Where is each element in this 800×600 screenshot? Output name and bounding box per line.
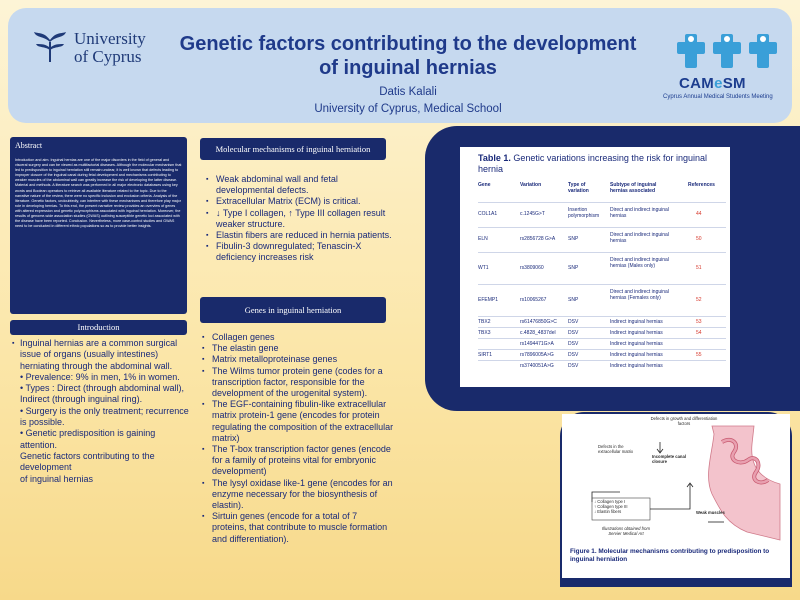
figure-label-growth: Defects in growth and differentiation factors <box>650 416 718 426</box>
table-cell-subtype: Direct and indirect inguinal hernias (Females only) <box>610 289 669 301</box>
mechanisms-figure <box>562 414 790 578</box>
table-cell-type: SNP <box>568 265 579 271</box>
table-row <box>478 360 726 371</box>
table-row <box>478 227 726 252</box>
university-name-line1: University <box>74 29 146 48</box>
table-cell-subtype: Indirect inguinal hernias <box>610 341 663 347</box>
table-caption <box>478 153 728 175</box>
table-cell-type: DSV <box>568 330 579 336</box>
table-cell-subtype: Direct and indirect inguinal hernias (Males only) <box>610 257 669 269</box>
camesm-logo <box>663 30 783 110</box>
table-cell-subtype: Direct and indirect inguinal hernias <box>610 207 669 219</box>
figure-collagen-line: ↓ Collagen type I <box>594 499 626 504</box>
introduction-sub-item: • Surgery is the only treatment; recurrence is possible. <box>20 405 189 428</box>
gene-item: ▪ Sirtuin genes (encode for a total of 7 proteins, that contribute to muscle formation and differentiation). <box>202 511 394 545</box>
title-line2: of inguinal hernias <box>319 57 497 79</box>
table-caption-text: Genetic variations increasing the risk for inguinal hernia <box>478 153 707 174</box>
table-cell-ref: 52 <box>696 297 702 303</box>
table-cell-ref: 51 <box>696 265 702 271</box>
table-cell-type: DSV <box>568 352 579 358</box>
gene-item: ▪ The Wilms tumor protein gene (codes for a transcription factor, responsible for the development of the urogenital system). <box>202 366 394 400</box>
table-cell-gene: COL1A1 <box>478 211 498 217</box>
abstract-text: Introduction and aim. Inguinal hernias are one of the major disorders in the field of general and visceral surgery and can be viewed as multifactorial diseases. Although the molecular mechanism that led to predisposition to inguinal herniation still remain unclear, it is well known that defects leading to improper closure of the inguinal canal during fetal development and mechanisms contributing to weaker muscles of the abdominal wall can greatly increase the risk of developing the latter disease. Material and methods. A literature search was performed in all major electronic databases using key words and Boolean operators to retrieve all available literature related to the topic. Due to the narrative nature of the review, there were no specific inclusion and exclusion criteria. Analysis of the literature. Genetic factors, undoubtedly, can interfere with these mechanisms and therefore play major role in developing hernias. To this end, the present narrative review provides an overview of genes with altered expression and genetic polymorphisms associated with inguinal herniation. Moreover, the results of genome-wide association studies (GWAS) outlining susceptible genetic loci associated with the disease have been reported. Conclusion. Nevertheless, more case-control studies and GWAS need to be conducted in different ethnic populations so as to provide better insights. <box>15 158 182 229</box>
table-cell-variation: rs61476850G>C <box>520 319 557 325</box>
figure-credit: Illustrations obtained from Servier Medical Art <box>602 526 650 536</box>
table-cell-type: DSV <box>568 341 579 347</box>
figure-collagen-line: ↓ Elastin fibers <box>594 509 622 514</box>
table-cell-ref: 44 <box>696 211 702 217</box>
table-label: Table 1. <box>478 153 511 163</box>
table-cell-ref: 53 <box>696 319 702 325</box>
table-cell-variation: c.4828_4837del <box>520 330 556 336</box>
camesm-brand-ca: CAM <box>679 75 715 92</box>
table-cell-ref: 50 <box>696 236 702 242</box>
genes-list <box>202 332 394 545</box>
table-row <box>478 327 726 338</box>
table-row <box>478 349 726 360</box>
table-header-cell: Type of variation <box>568 182 589 194</box>
gene-item: ▪ The T-box transcription factor genes (encode for a family of proteins vital for embryonic development) <box>202 444 394 478</box>
table-cell-variation: c.1245G>T <box>520 211 545 217</box>
introduction-bullet: ▪ Inguinal hernias are a common surgical issue of organs (usually intestines) herniating through the abdominal wall. <box>12 338 190 372</box>
abstract-heading: Abstract <box>15 141 43 150</box>
mechanism-item: ▪ Extracellular Matrix (ECM) is critical. <box>206 196 394 207</box>
camesm-subtitle: Cyprus Annual Medical Students Meeting <box>663 94 773 100</box>
table-cell-gene: ELN <box>478 236 488 242</box>
table-row <box>478 284 726 316</box>
table-header-row <box>478 182 726 202</box>
table-cell-ref: 55 <box>696 352 702 358</box>
table-cell-gene: SIRT1 <box>478 352 493 358</box>
camesm-brand-sm: SM <box>722 75 746 92</box>
table-cell-variation: rs3809060 <box>520 265 544 271</box>
table-row <box>478 316 726 327</box>
figure-label-ecm: Defects in the extracellular matrix <box>598 444 634 454</box>
table-cell-gene: TBX2 <box>478 319 491 325</box>
table-cell-ref: 54 <box>696 330 702 336</box>
figure-label: Figure 1. <box>570 548 597 555</box>
table-cell-type: DSV <box>568 319 579 325</box>
figure-label-collagen <box>594 499 650 514</box>
author-name: Datis Kalali <box>379 86 437 98</box>
table-header-cell: Gene <box>478 182 491 188</box>
table-cell-variation: rs3740051A>G <box>520 363 554 369</box>
medical-crosses-icon <box>677 30 777 70</box>
figure-caption-text: Molecular mechanisms contributing to predisposition to inguinal herniation <box>570 548 770 563</box>
title-line1: Genetic factors contributing to the development <box>179 33 637 55</box>
table-cell-subtype: Indirect inguinal hernias <box>610 352 663 358</box>
mechanism-item: ▪ ↓ Type I collagen, ↑ Type III collagen result weaker structure. <box>206 208 394 230</box>
abstract-box <box>10 137 187 314</box>
camesm-brand-e: e <box>714 75 723 92</box>
table-cell-type: SNP <box>568 236 579 242</box>
figure-label-muscles: Weak muscles <box>696 510 725 515</box>
introduction-heading: Introduction <box>10 320 187 335</box>
table-cell-subtype: Indirect inguinal hernias <box>610 330 663 336</box>
introduction-list <box>12 338 190 485</box>
table-header-cell: Subtype of inguinal hernias associated <box>610 182 657 194</box>
figure-collagen-line: ↑ Collagen type III <box>594 504 628 509</box>
university-emblem-icon <box>30 28 70 64</box>
table-row <box>478 202 726 227</box>
table-row <box>478 252 726 284</box>
mechanism-item: ▪ Fibulin-3 downregulated; Tenascin-X deficiency increases risk <box>206 241 394 263</box>
camesm-brand <box>679 75 746 92</box>
mechanism-item: ▪ Weak abdominal wall and fetal developmental defects. <box>206 174 394 196</box>
genes-heading: Genes in inguinal herniation <box>200 297 386 323</box>
introduction-sub-item: • Types : Direct (through abdominal wall), Indirect (through inguinal ring). <box>20 383 185 405</box>
gene-item: ▪ The EGF-containing fibulin-like extracellular matrix protein-1 gene (encodes for protein regulating the composition of the extracellular matrix) <box>202 399 394 444</box>
table-cell-type: DSV <box>568 363 579 369</box>
figure-label-canal: Incomplete canal closure <box>652 454 686 464</box>
muscle-layer <box>709 426 780 540</box>
gene-item: ▪ Collagen genes <box>202 332 394 343</box>
table-cell-gene: WT1 <box>478 265 489 271</box>
table-header-cell: Variation <box>520 182 542 188</box>
gene-item: ▪ The elastin gene <box>202 343 394 354</box>
table-cell-subtype: Direct and indirect inguinal hernias <box>610 232 669 244</box>
table-cell-gene: TBX3 <box>478 330 491 336</box>
mechanisms-list <box>206 174 394 264</box>
table-row <box>478 338 726 349</box>
introduction-sub-item: • Genetic predisposition is gaining attention. <box>20 428 156 450</box>
mechanism-item: ▪ Elastin fibers are reduced in hernia patients. <box>206 230 394 241</box>
introduction-closing-line1: Genetic factors contributing to the development <box>20 450 155 473</box>
poster-header <box>8 8 792 123</box>
table-cell-subtype: Indirect inguinal hernias <box>610 363 663 369</box>
figure-caption <box>570 548 785 563</box>
genetic-variations-table <box>460 147 730 387</box>
table-cell-subtype: Indirect inguinal hernias <box>610 319 663 325</box>
table-cell-gene: EFEMP1 <box>478 297 499 303</box>
table-cell-variation: rs2856728 G>A <box>520 236 556 242</box>
author-affiliation: University of Cyprus, Medical School <box>314 103 502 115</box>
introduction-sub-item: • Prevalence: 9% in men, 1% in women. <box>20 371 180 382</box>
table-cell-type: Insertion polymorphism <box>568 207 600 219</box>
table-header-cell: References <box>688 182 715 188</box>
university-name-line2: of Cyprus <box>74 47 142 66</box>
gene-item: ▪ Matrix metalloproteinase genes <box>202 354 394 365</box>
mechanisms-heading: Molecular mechanisms of inguinal herniation <box>200 138 386 160</box>
table-cell-variation: rs7896005A>G <box>520 352 554 358</box>
table-cell-variation: rs1494471G>A <box>520 341 554 347</box>
table-cell-type: SNP <box>568 297 579 303</box>
table-cell-variation: rs10065267 <box>520 297 547 303</box>
introduction-closing-line2: of inguinal hernias <box>20 473 94 484</box>
poster-title <box>158 32 658 80</box>
gene-item: ▪ The lysyl oxidase like-1 gene (encodes for an enzyme necessary for the biosynthesis of elastin). <box>202 478 394 512</box>
university-logo <box>30 28 150 70</box>
